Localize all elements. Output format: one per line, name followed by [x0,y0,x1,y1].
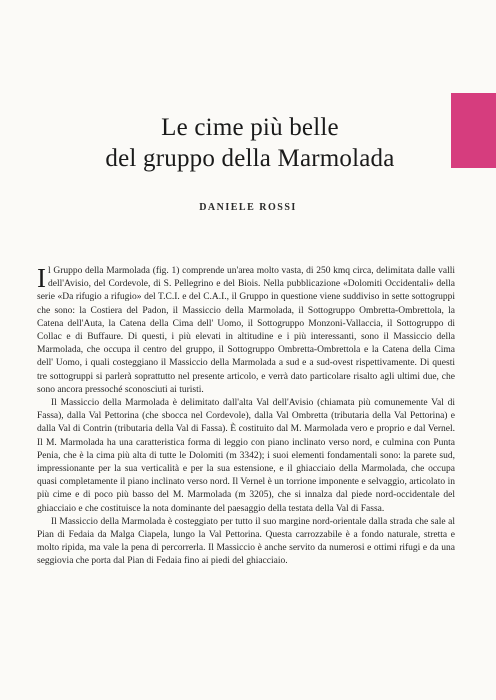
author-name: DANIELE ROSSI [199,202,297,213]
paragraph-1-text: l Gruppo della Marmolada (fig. 1) comprende un'area molto vasta, di 250 kmq circa, delimitata dalle valli dell'Avisio, del Cordevole, di S. Pellegrino e del Biois. Nella pubblicazione «Dolomiti Occidentali» della serie «Da rifugio a rifugio» del T.C.I. e del C.A.I., il Gruppo in questione viene suddiviso in sette sottogruppi che sono: la Costiera del Padon, il Massiccio della Marmolada, il Sottogruppo Ombretta-Ombrettola, la Catena dell'Auta, la Catena della Cima dell' Uomo, il Sottogruppo Monzoni-Vallaccia, il Sottogruppo di Collac e di Buffaure. Di questi, i più elevati in altitudine e i più interessanti, sono il Massiccio della Marmolada, che occupa il centro del gruppo, il Sottogruppo Ombretta-Ombrettola e la Catena della Cima dell' Uomo, i quali costeggiano il Massiccio della Marmolada a sud e a sud-ovest rispettivamente. Di questi tre sottogruppi si parlerà soprattutto nel presente articolo, e verrà dato particolare risalto agli ultimi due, che sono ancora pressoché sconosciuti ai turisti. [37,266,455,395]
title-line-1: Le cime più belle [161,114,339,141]
paragraph-2: Il Massiccio della Marmolada è delimitato dall'alta Val dell'Avisio (chiamata più comunemente Val di Fassa), dalla Val Pettorina (che sbocca nel Cordevole), dalla Val Ombretta (tributaria della Val Pettorina) e dalla Val di Contrin (tributaria della Val di Fassa). È costituito dal M. Marmolada vero e proprio e dal Vernel. Il M. Marmolada ha una caratteristica forma di leggio con piano inclinato verso nord, e culmina con Punta Penia, che è la cima più alta di tutte le Dolomiti (m 3342); i suoi elementi fondamentali sono: la parete sud, impressionante per la sua verticalità e per la sua estensione, e il ghiacciaio della Marmolada, che occupa quasi completamente il piano inclinato verso nord. Il Vernel è un torrione imponente e selvaggio, articolato in più cime e di poco più basso del M. Marmolada (m 3205), che si innalza dal piede nord-occidentale del ghiacciaio e che costituisce la nota dominante del paesaggio della testata della Val di Fassa. [37,398,455,514]
paragraph-1 [37,265,455,397]
drop-cap: I [37,263,46,293]
pink-tab-marker [451,93,496,168]
article-body [37,265,455,569]
article-title [60,112,440,174]
paragraph-3: Il Massiccio della Marmolada è costeggiato per tutto il suo margine nord-orientale dalla strada che sale al Pian di Fedaia da Malga Ciapela, lungo la Val Pettorina. Questa carrozzabile è a fondo naturale, stretta e molto ripida, ma vale la pena di percorrerla. Il Massiccio è anche servito da numerosi e ottimi rifugi e da una seggiovia che porta dal Pian di Fedaia fino ai piedi del ghiacciaio. [37,516,455,567]
title-line-2: del gruppo della Marmolada [105,145,395,172]
